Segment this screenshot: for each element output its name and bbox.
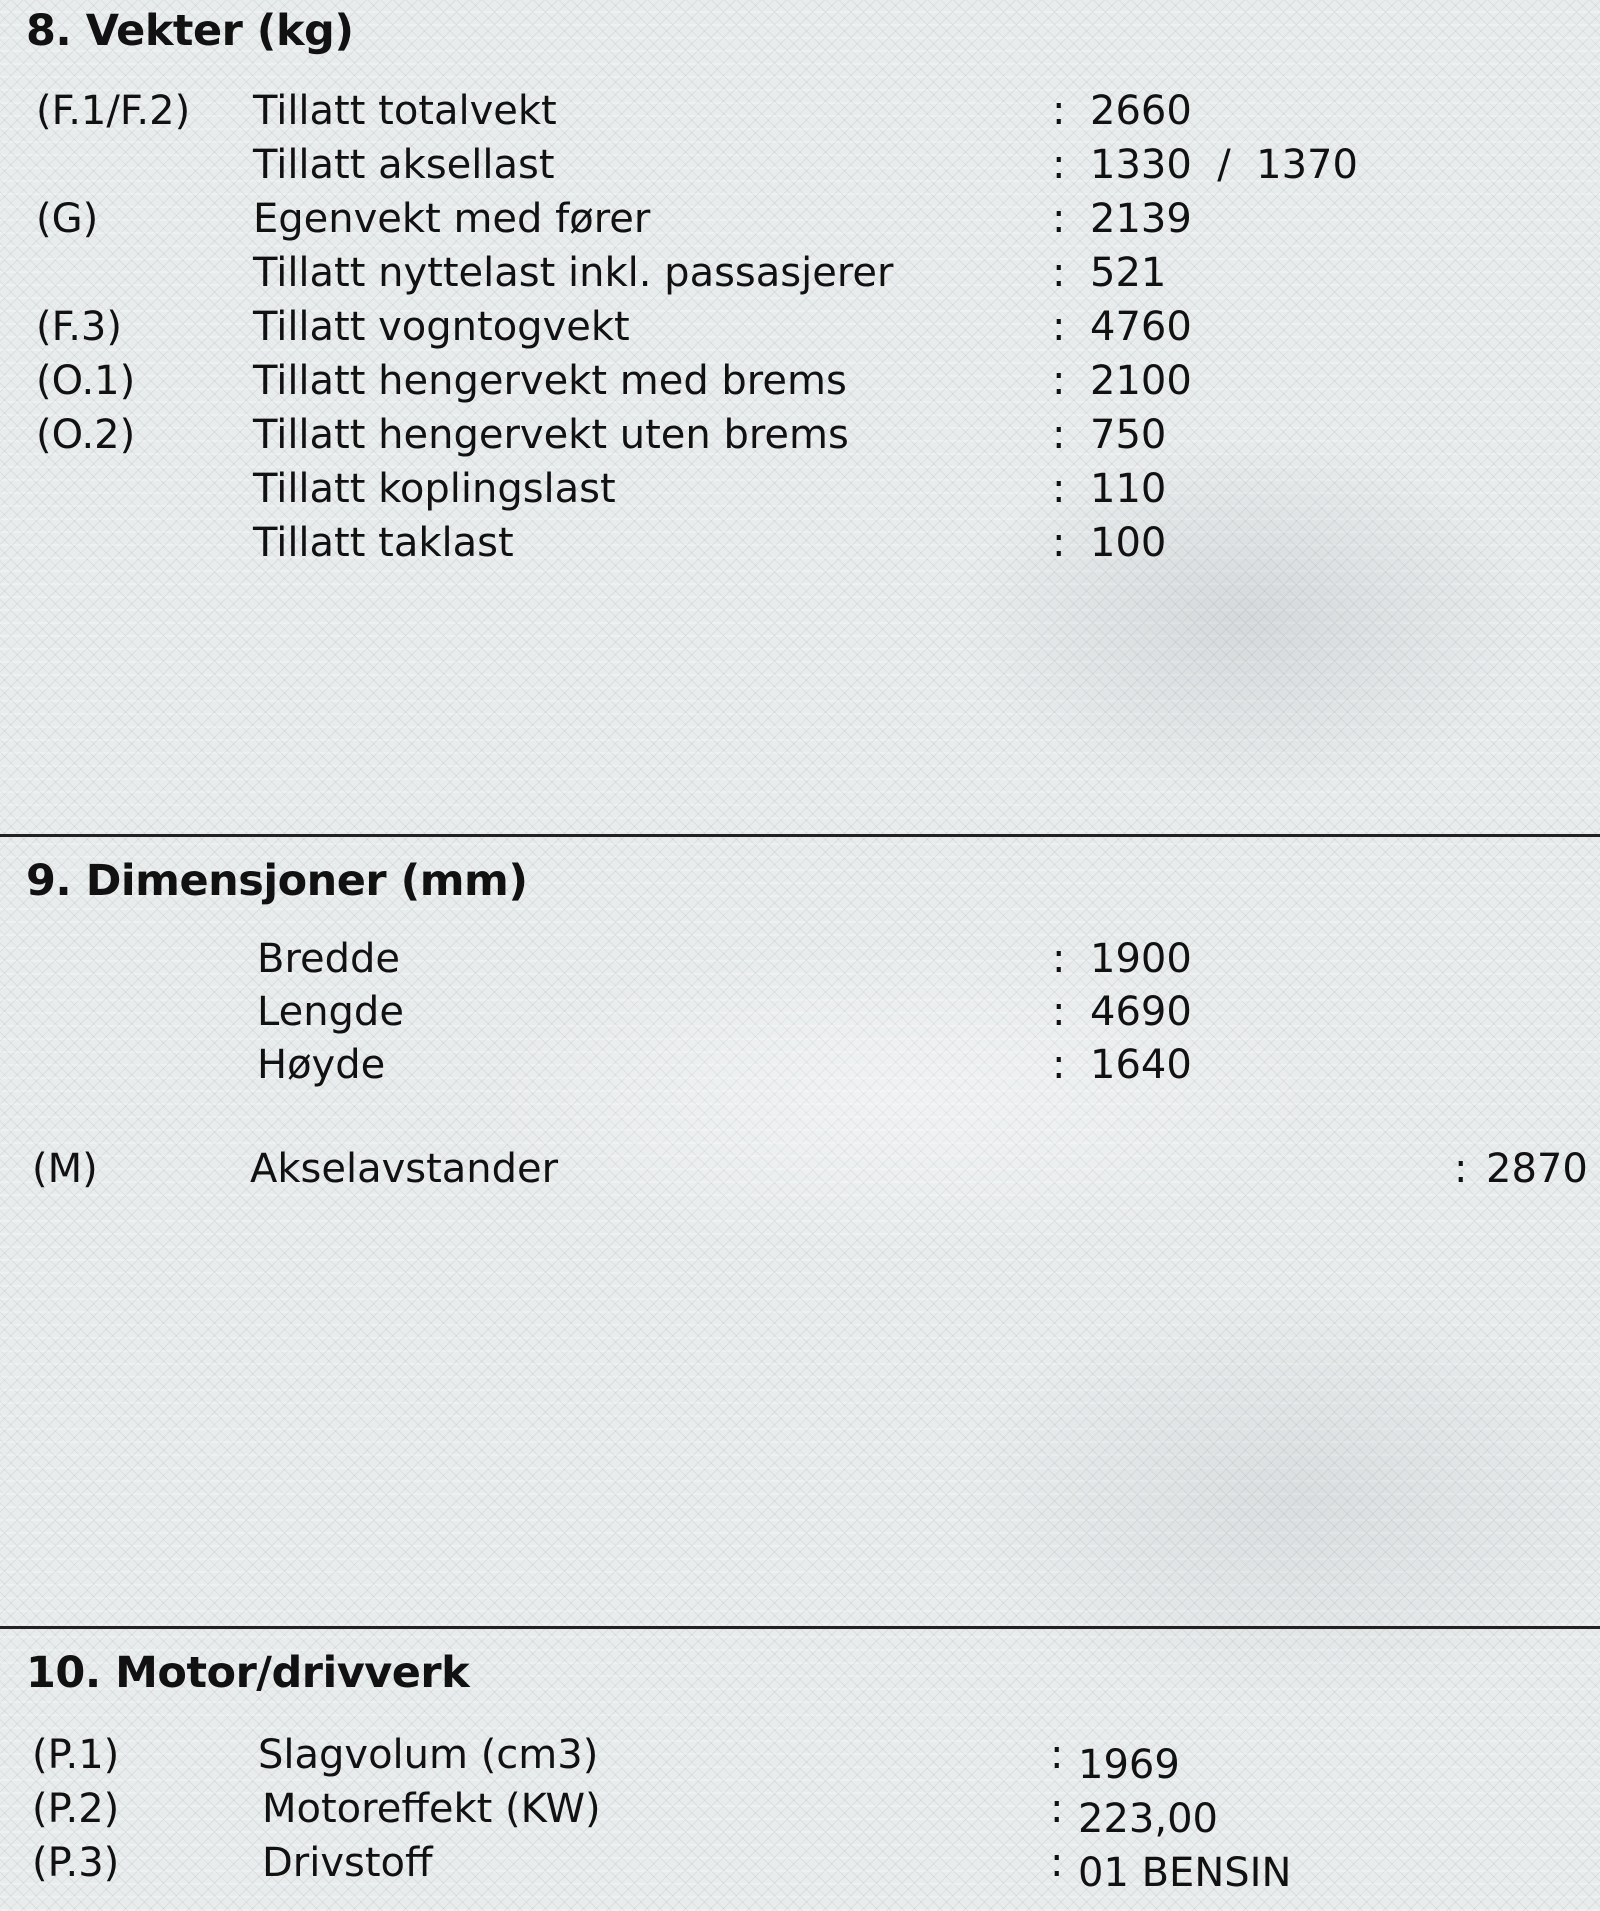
- table-row: [0, 138, 1600, 192]
- row-code: (M): [32, 1146, 98, 1192]
- row-value: 4760: [1090, 304, 1192, 350]
- table-row: [0, 192, 1600, 246]
- row-value: 750: [1090, 412, 1167, 458]
- table-row: [0, 932, 1600, 986]
- row-value: 1640: [1090, 1042, 1192, 1088]
- table-row: [0, 462, 1600, 516]
- section-title-dimensions: 9. Dimensjoner (mm): [26, 856, 528, 906]
- row-separator: :: [1050, 1786, 1064, 1832]
- row-code: (G): [36, 196, 99, 242]
- row-label: Egenvekt med fører: [253, 196, 651, 242]
- row-label: Drivstoff: [262, 1840, 433, 1886]
- row-label: Bredde: [257, 936, 401, 982]
- row-separator: :: [1052, 196, 1066, 242]
- table-row: [0, 1142, 1600, 1196]
- row-value: 100: [1090, 520, 1167, 566]
- row-value: 01 BENSIN: [1078, 1850, 1292, 1896]
- row-code: (O.2): [36, 412, 136, 458]
- row-separator: :: [1050, 1840, 1064, 1886]
- row-value: 2870: [1486, 1146, 1588, 1192]
- section-divider: [0, 834, 1600, 837]
- section-divider: [0, 1626, 1600, 1629]
- row-separator: :: [1454, 1146, 1468, 1192]
- section-title-engine: 10. Motor/drivverk: [26, 1648, 470, 1698]
- row-separator: :: [1052, 304, 1066, 350]
- row-code: (F.3): [36, 304, 122, 350]
- row-label: Motoreffekt (KW): [262, 1786, 601, 1832]
- row-value: 223,00: [1078, 1796, 1218, 1842]
- row-code: (F.1/F.2): [36, 88, 191, 134]
- row-label: Tillatt hengervekt med brems: [253, 358, 847, 404]
- row-code: (P.3): [32, 1840, 120, 1886]
- row-separator: :: [1050, 1732, 1064, 1778]
- row-label: Lengde: [257, 989, 404, 1035]
- row-label: Tillatt koplingslast: [253, 466, 616, 512]
- row-separator: :: [1052, 989, 1066, 1035]
- table-row: [0, 408, 1600, 462]
- section-title-weights: 8. Vekter (kg): [26, 6, 354, 56]
- row-value: 521: [1090, 250, 1167, 296]
- row-value: 110: [1090, 466, 1167, 512]
- table-row: [0, 300, 1600, 354]
- table-row: [0, 985, 1600, 1039]
- row-separator: :: [1052, 1042, 1066, 1088]
- table-row: [0, 1038, 1600, 1092]
- table-row: [0, 1782, 1600, 1842]
- row-code: (P.2): [32, 1786, 120, 1832]
- table-row: [0, 1728, 1600, 1788]
- row-separator: :: [1052, 358, 1066, 404]
- table-row: [0, 1836, 1600, 1896]
- row-value: 1969: [1078, 1742, 1180, 1788]
- row-label: Tillatt vogntogvekt: [253, 304, 630, 350]
- table-row: [0, 354, 1600, 408]
- table-row: [0, 84, 1600, 138]
- row-separator: :: [1052, 88, 1066, 134]
- row-value: 1330 / 1370: [1090, 142, 1358, 188]
- row-code: (P.1): [32, 1732, 120, 1778]
- table-row: [0, 246, 1600, 300]
- row-label: Slagvolum (cm3): [258, 1732, 599, 1778]
- row-value: 1900: [1090, 936, 1192, 982]
- row-label: Høyde: [257, 1042, 386, 1088]
- row-label: Akselavstander: [250, 1146, 559, 1192]
- row-label: Tillatt taklast: [253, 520, 514, 566]
- table-row: [0, 516, 1600, 570]
- row-code: (O.1): [36, 358, 136, 404]
- row-separator: :: [1052, 520, 1066, 566]
- row-separator: :: [1052, 250, 1066, 296]
- row-value: 4690: [1090, 989, 1192, 1035]
- row-value: 2139: [1090, 196, 1192, 242]
- row-separator: :: [1052, 936, 1066, 982]
- row-separator: :: [1052, 142, 1066, 188]
- row-label: Tillatt aksellast: [253, 142, 555, 188]
- row-separator: :: [1052, 466, 1066, 512]
- row-separator: :: [1052, 412, 1066, 458]
- row-value: 2100: [1090, 358, 1192, 404]
- row-value: 2660: [1090, 88, 1192, 134]
- row-label: Tillatt totalvekt: [253, 88, 557, 134]
- row-label: Tillatt hengervekt uten brems: [253, 412, 849, 458]
- row-label: Tillatt nyttelast inkl. passasjerer: [253, 250, 894, 296]
